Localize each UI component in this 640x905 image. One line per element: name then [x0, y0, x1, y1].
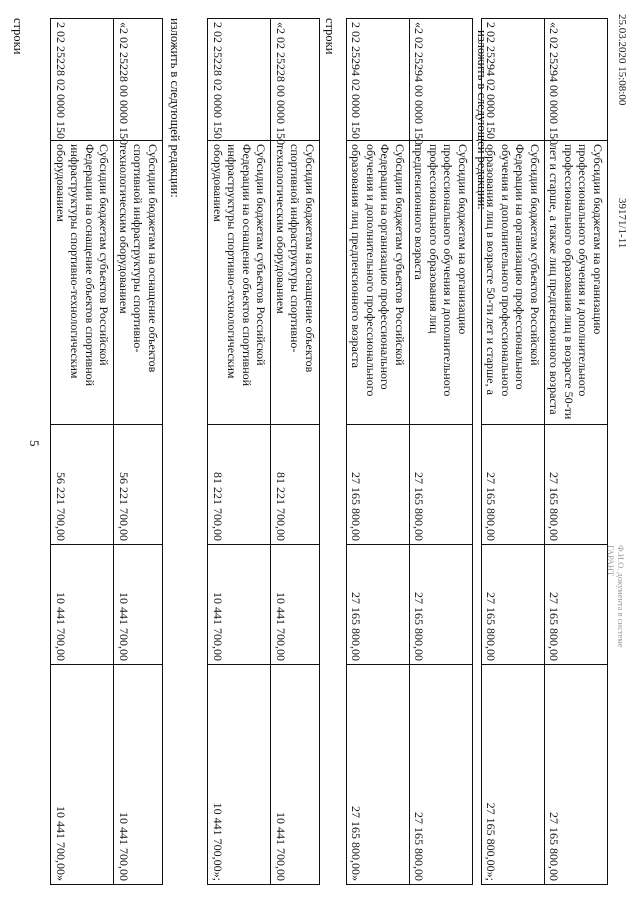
amount-2: 10 441 700,00: [271, 545, 320, 665]
row-description: Субсидии бюджетам субъектов Российской Федерации на организацию профессионального обучения и дополнительного профессионального образования лиц в возрасте 50-ти лет и старше, а: [482, 141, 545, 425]
table-2: [208, 18, 321, 885]
row-description: Субсидии бюджетам на оснащение объектов спортивной инфраструктуры спортивно-технологическим оборудованием: [271, 141, 320, 425]
section-1-heading: строки: [11, 18, 25, 55]
table-row: [482, 19, 545, 885]
amount-2: 27 165 800,00: [482, 545, 545, 665]
amount-3: 27 165 800,00»;: [482, 665, 545, 885]
amount-1: 27 165 800,00: [347, 425, 410, 545]
amount-1: 27 165 800,00: [410, 425, 473, 545]
row-description: Субсидии бюджетам на оснащение объектов спортивной инфраструктуры спортивно-технологическим оборудованием: [114, 141, 163, 425]
stamp-line-1: Ф.И.О. документа в системе: [616, 545, 626, 648]
section-3-heading: строки: [323, 18, 337, 55]
amount-3: 27 165 800,00»: [347, 665, 410, 885]
amount-2: 10 441 700,00: [114, 545, 163, 665]
table-row: [114, 19, 163, 885]
row-description: Субсидии бюджетам субъектов Российской Федерации на организацию профессионального обучения и дополнительного профессионального образования лиц предпенсионного возраста: [347, 141, 410, 425]
budget-code: «2 02 25228 00 0000 150: [271, 19, 320, 141]
amount-3: 10 441 700,00»: [51, 665, 114, 885]
amount-2: 27 165 800,00: [347, 545, 410, 665]
amount-2: 10 441 700,00: [51, 545, 114, 665]
table-row: [51, 19, 114, 885]
table-1: [51, 18, 164, 885]
budget-code: 2 02 25228 02 0000 150: [51, 19, 114, 141]
stamp-line-2: ГАРАНТ: [606, 545, 616, 577]
amount-3: 10 441 700,00»;: [208, 665, 271, 885]
table-row: [545, 19, 608, 885]
table-4: [481, 18, 608, 885]
budget-code: 2 02 25294 02 0000 150: [347, 19, 410, 141]
amount-2: 27 165 800,00: [545, 545, 608, 665]
budget-code: 2 02 25294 02 0000 150: [482, 19, 545, 141]
budget-code: «2 02 25294 00 0000 150: [545, 19, 608, 141]
footer-date: 25.03.2020 15:08:00: [616, 14, 628, 106]
table-row: [271, 19, 320, 885]
row-description: Субсидии бюджетам субъектов Российской Федерации на оснащение объектов спортивной инфраструктуры спортивно-технологическим оборудованием: [51, 141, 114, 425]
table-row: [208, 19, 271, 885]
watermark-stamp: [606, 545, 626, 648]
budget-code: «2 02 25228 00 0000 150: [114, 19, 163, 141]
section-4-heading: изложить в следующей редакции:: [475, 30, 489, 210]
amount-3: 27 165 800,00: [410, 665, 473, 885]
amount-3: 10 441 700,00: [114, 665, 163, 885]
amount-3: 10 441 700,00: [271, 665, 320, 885]
amount-3: 27 165 800,00: [545, 665, 608, 885]
amount-1: 56 221 700,00: [114, 425, 163, 545]
amount-1: 56 221 700,00: [51, 425, 114, 545]
amount-1: 81 221 700,00: [271, 425, 320, 545]
budget-code: 2 02 25228 02 0000 150: [208, 19, 271, 141]
amount-2: 10 441 700,00: [208, 545, 271, 665]
page-number: 5: [27, 440, 42, 447]
row-description: Субсидии бюджетам на организацию профессионального обучения и дополнительного профессионального образования лиц в возрасте 50-ти лет и старше, а также лиц предпенсионного возраста: [545, 141, 608, 425]
amount-1: 81 221 700,00: [208, 425, 271, 545]
row-description: Субсидии бюджетам на организацию профессионального обучения и дополнительного профессионального образования лиц предпенсионного возраста: [410, 141, 473, 425]
row-description: Субсидии бюджетам субъектов Российской Федерации на оснащение объектов спортивной инфраструктуры спортивно-технологическим оборудованием: [208, 141, 271, 425]
footer-doc-id: 39171/1-11: [616, 198, 628, 249]
table-row: [410, 19, 473, 885]
table-3: [346, 18, 473, 885]
section-2-heading: изложить в следующей редакции:: [168, 18, 182, 198]
amount-2: 27 165 800,00: [410, 545, 473, 665]
amount-1: 27 165 800,00: [545, 425, 608, 545]
amount-1: 27 165 800,00: [482, 425, 545, 545]
table-row: [347, 19, 410, 885]
budget-code: «2 02 25294 00 0000 150: [410, 19, 473, 141]
